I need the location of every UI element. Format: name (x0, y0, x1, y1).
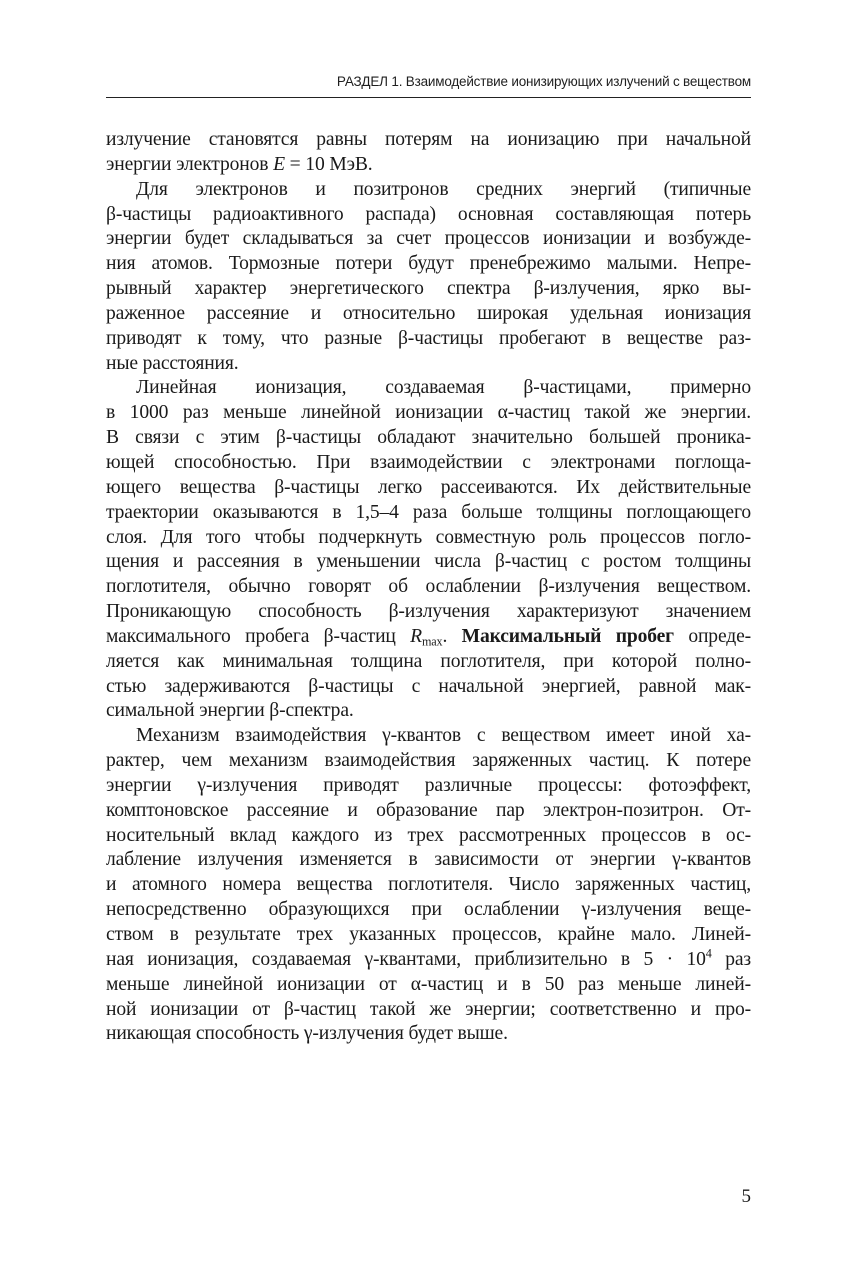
text-line: никающая способность γ-излучения будет выше. (106, 1023, 508, 1045)
text-run: опреде- (673, 625, 751, 647)
text-line: ством в результате трех указанных процессов, крайне мало. Линей- (106, 924, 751, 945)
text-line: ния атомов. Тормозные потери будут пренебрежимо малыми. Непре- (106, 253, 751, 275)
text-line: ной ионизации от β-частиц такой же энергии; соответственно и про- (106, 998, 751, 1020)
text-line: ные расстояния. (106, 352, 239, 374)
text-line: слоя. Для того чтобы подчеркнуть совместную роль процессов погло- (106, 526, 751, 548)
paragraph-3 (106, 376, 751, 724)
defined-term: Максимальный пробег (461, 625, 674, 647)
text-line: Механизм взаимодействия γ-квантов с веществом имеет иной ха- (136, 725, 751, 747)
exponent: 4 (705, 946, 712, 961)
paragraph-1 (106, 128, 751, 178)
text-line: ющей способностью. При взаимодействии с электронами поглоща- (106, 451, 751, 473)
text-line (106, 948, 751, 973)
text-line: Для электронов и позитронов средних энергий (типичные (136, 178, 751, 200)
range-subscript: max (422, 634, 443, 649)
text-run: энергии электронов (106, 153, 274, 175)
text-line: энергии γ-излучения приводят различные процессы: фотоэффект, (106, 774, 751, 796)
text-line: ющего вещества β-частицы легко рассеиваются. Их действительные (106, 476, 751, 498)
text-line: комптоновское рассеяние и образование пар электрон-позитрон. От- (106, 799, 751, 821)
text-line: носительный вклад каждого из трех рассмотренных процессов в ос- (106, 824, 751, 846)
text-line: излучение становятся равны потерям на ионизацию при начальной (106, 129, 751, 150)
text-line: рактер, чем механизм взаимодействия заряженных частиц. К потере (106, 750, 751, 772)
text-line: β-частицы радиоактивного распада) основная составляющая потерь (106, 203, 751, 225)
page-number: 5 (741, 1186, 751, 1207)
header-rule (106, 97, 751, 98)
text-run: максимального пробега β-частиц (106, 625, 411, 647)
text-run: . (442, 625, 462, 647)
text-line: лабление излучения изменяется в зависимости от энергии γ-квантов (106, 849, 751, 871)
text-line: энергии будет складываться за счет процессов ионизации и возбужде- (106, 228, 751, 250)
text-line (106, 625, 751, 650)
range-variable: R (410, 625, 422, 647)
text-line: приводят к тому, что разные β-частицы пробегают в веществе раз- (106, 327, 751, 349)
text-line: раженное рассеяние и относительно широкая удельная ионизация (106, 302, 751, 324)
text-line: стью задерживаются β-частицы с начальной энергией, равной мак- (106, 675, 751, 697)
paragraph-2 (106, 178, 751, 377)
text-run: раз (711, 948, 751, 970)
text-body (106, 128, 751, 1047)
text-line: в 1000 раз меньше линейной ионизации α-частиц такой же энергии. (106, 402, 751, 424)
energy-variable: E (273, 153, 285, 175)
text-line: щения и рассеяния в уменьшении числа β-частиц с ростом толщины (106, 551, 751, 573)
text-line: В связи с этим β-частицы обладают значительно большей проника- (106, 427, 751, 449)
text-run: ная ионизация, создаваемая γ-квантами, приблизительно в 5 · 10 (106, 948, 706, 970)
text-run: = 10 МэВ. (284, 153, 373, 175)
text-line: поглотителя, обычно говорят об ослаблении β-излучения веществом. (106, 576, 751, 598)
text-line: рывный характер энергетического спектра β-излучения, ярко вы- (106, 278, 751, 300)
text-line: Линейная ионизация, создаваемая β-частицами, примерно (136, 377, 751, 399)
text-line: меньше линейной ионизации от α-частиц и в 50 раз меньше линей- (106, 973, 751, 995)
text-line (106, 153, 751, 178)
text-line: непосредственно образующихся при ослаблении γ-излучения веще- (106, 899, 751, 921)
text-line: ляется как минимальная толщина поглотителя, при которой полно- (106, 650, 751, 672)
paragraph-4 (106, 724, 751, 1047)
running-header: РАЗДЕЛ 1. Взаимодействие ионизирующих излучений с веществом (336, 74, 751, 89)
text-line: симальной энергии β-спектра. (106, 700, 354, 722)
text-line: Проникающую способность β-излучения характеризуют значением (106, 601, 751, 623)
text-line: траектории оказываются в 1,5–4 раза больше толщины поглощающего (106, 501, 751, 523)
text-line: и атомного номера вещества поглотителя. Число заряженных частиц, (106, 874, 751, 896)
